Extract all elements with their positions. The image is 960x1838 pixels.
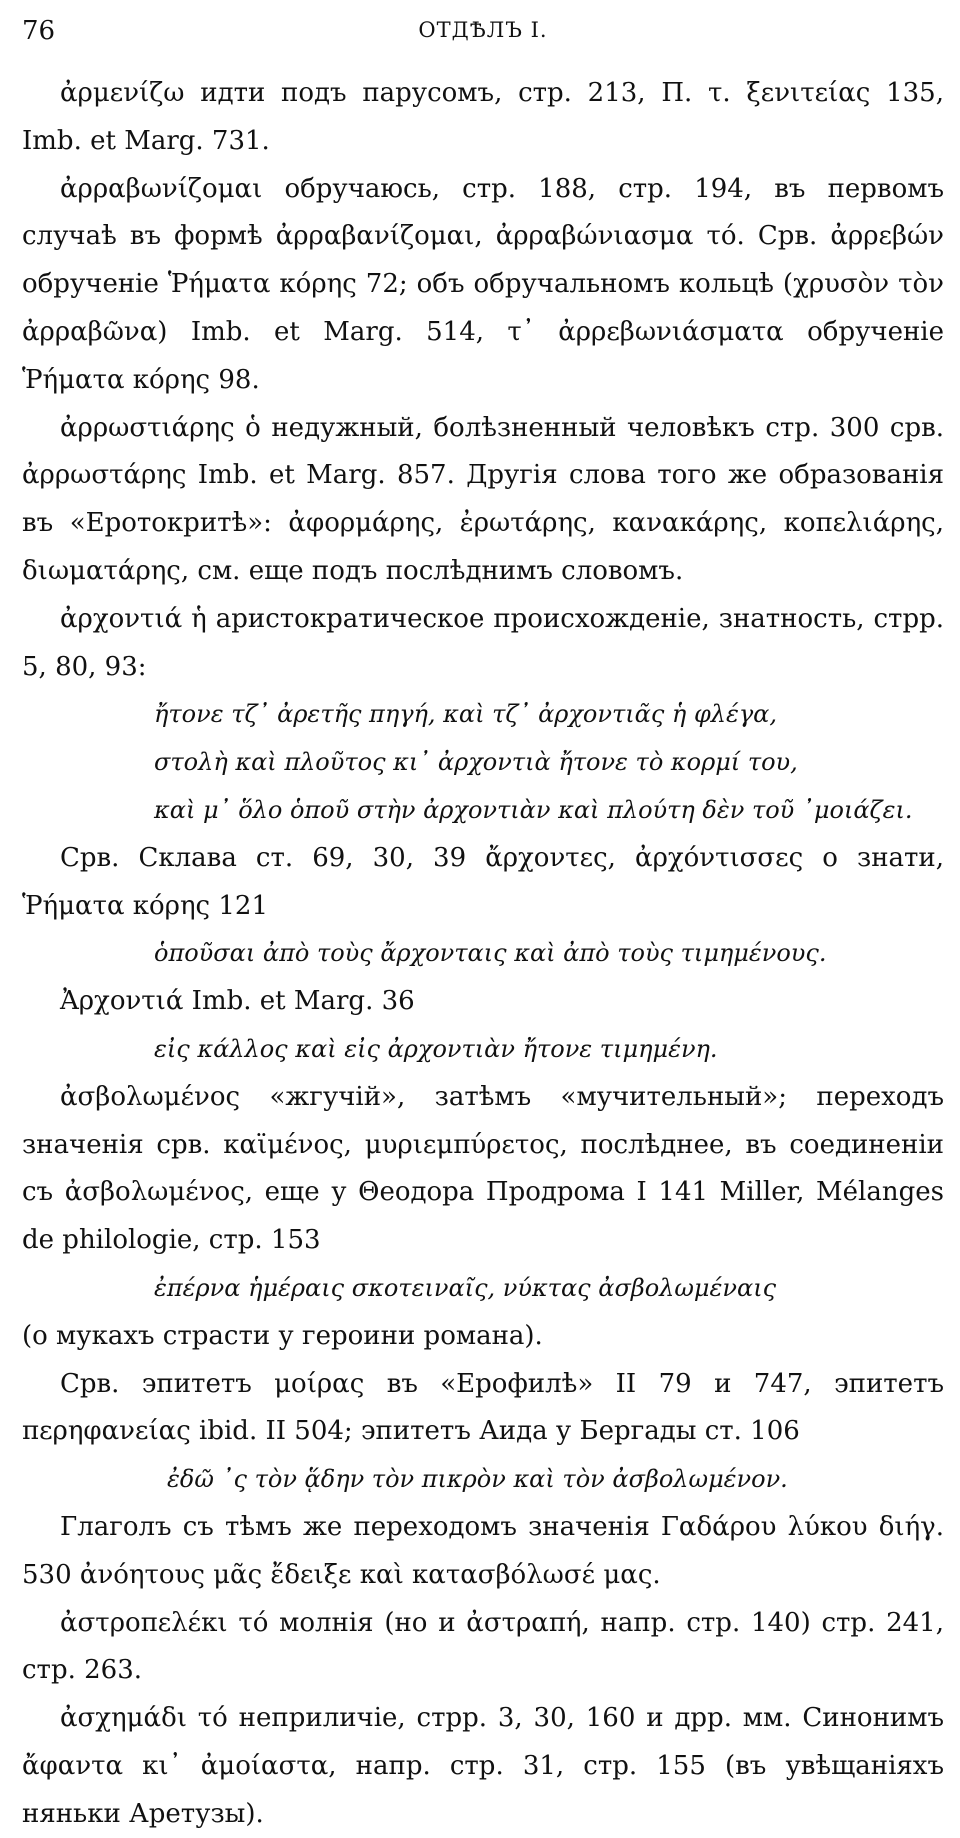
- entry-archontia: ἀρχοντιά ἡ аристократическое происхожденіе, знатность, стрр. 5, 80, 93:: [22, 603, 944, 682]
- entry-astropeleki: ἀστροπελέκι τό молнія (но и ἀστραπή, напр. стр. 140) стр. 241, стр. 263.: [22, 1607, 944, 1686]
- verse-quote: ὁποῦσαι ἀπὸ τοὺς ἄρχονταις καὶ ἀπὸ τοὺς τιμημένους.: [154, 939, 827, 968]
- verse-quote: καὶ μ᾿ ὅλο ὁποῦ στὴν ἀρχοντιὰν καὶ πλούτη δὲν τοῦ ᾿μοιάζει.: [154, 795, 913, 824]
- verse-quote: ἤτονε τζ᾿ ἀρετῆς πηγή, καὶ τζ᾿ ἀρχοντιᾶς ἡ φλέγα,: [154, 700, 778, 729]
- verse-quote: ἐδῶ ᾿ς τὸν ᾅδην τὸν πικρὸν καὶ τὸν ἀσβολωμένον.: [167, 1465, 788, 1494]
- verse-quote: εἰς κάλλος καὶ εἰς ἀρχοντιὰν ἤτονε τιμημένη.: [154, 1034, 718, 1063]
- verse-quote: στολὴ καὶ πλοῦτος κι᾿ ἀρχοντιὰ ἤτονε τὸ κορμί του,: [154, 748, 798, 777]
- verse-quote: ἐπέρνα ἡμέραις σκοτειναῖς, νύκτας ἀσβολωμέναις: [154, 1273, 777, 1302]
- entry-asvolomenos: ἀσβολωμένος «жгучій», затѣмъ «мучительный»; переходъ значенія срв. καϊμένος, μυριεμπύρετος, послѣднее, въ соединеніи съ ἀσβολωμένος, еще у Θеодора Продрома I 141 Miller, Mélanges de philologie, стр. 153: [22, 1081, 944, 1256]
- entry-aschimadi: ἀσχημάδι τό неприличіе, стрр. 3, 30, 160 и дрр. мм. Синонимъ ἄφαντα κι᾿ ἀμοίαστα, напр. стр. 31, стр. 155 (въ увѣщаніяхъ няньки Аретузы).: [22, 1703, 944, 1829]
- paragraph-erofili: Срв. эпитетъ μοίρας въ «Ерофилѣ» II 79 и 747, эпитетъ περηφανείας ibid. II 504; эпитетъ Аида у Бергады ст. 106: [22, 1368, 944, 1447]
- entry-armenizo: ἀρμενίζω идти подъ парусомъ, стр. 213, П. τ. ξενιτείας 135, Imb. et Marg. 731.: [22, 78, 944, 156]
- paragraph-note: (о мукахъ страсти у героини романа).: [22, 1320, 543, 1351]
- paragraph-sklava: Срв. Склава ст. 69, 30, 39 ἄρχοντες, ἀρχόντισσες о знати, Ῥήματα κόρης 121: [22, 842, 944, 921]
- paragraph-glagol: Глаголъ съ тѣмъ же переходомъ значенія Γαδάρου λύκου διήγ. 530 ἀνόητους μᾶς ἔδειξε καὶ κατασβόλωσέ μας.: [22, 1511, 944, 1590]
- paragraph-archontia-imb: Ἀρχοντιά Imb. et Marg. 36: [60, 986, 415, 1017]
- page-header: [22, 10, 944, 56]
- page-body: [22, 70, 944, 1838]
- running-head: ОТДѢЛЪ I.: [418, 18, 548, 42]
- page-number: 76: [22, 16, 56, 46]
- entry-arravonizomai: ἀρραβωνίζομαι обручаюсь, стр. 188, стр. 194, въ первомъ случаѣ въ формѣ ἀρραβανίζομαι, ἀρραβώνιασμα τό. Срв. ἀρρεβών обрученіе Ῥήματα κόρης 72; объ обручальномъ кольцѣ (χρυσὸν τὸν ἀρραβῶνα) Imb. et Marg. 514, τ᾿ ἀρρεβωνιάσματα обрученіе Ῥήματα κόρης 98.: [22, 173, 944, 395]
- entry-arrostiaris: ἀρρωστιάρης ὁ недужный, болѣзненный человѣкъ стр. 300 срв. ἀρρωστάρης Imb. et Marg. 857. Другія слова того же образованія въ «Еротокритѣ»: ἀφορμάρης, ἐρωτάρης, κανακάρης, κοπελιάρης, διωματάρης, см. еще подъ послѣднимъ словомъ.: [22, 412, 944, 586]
